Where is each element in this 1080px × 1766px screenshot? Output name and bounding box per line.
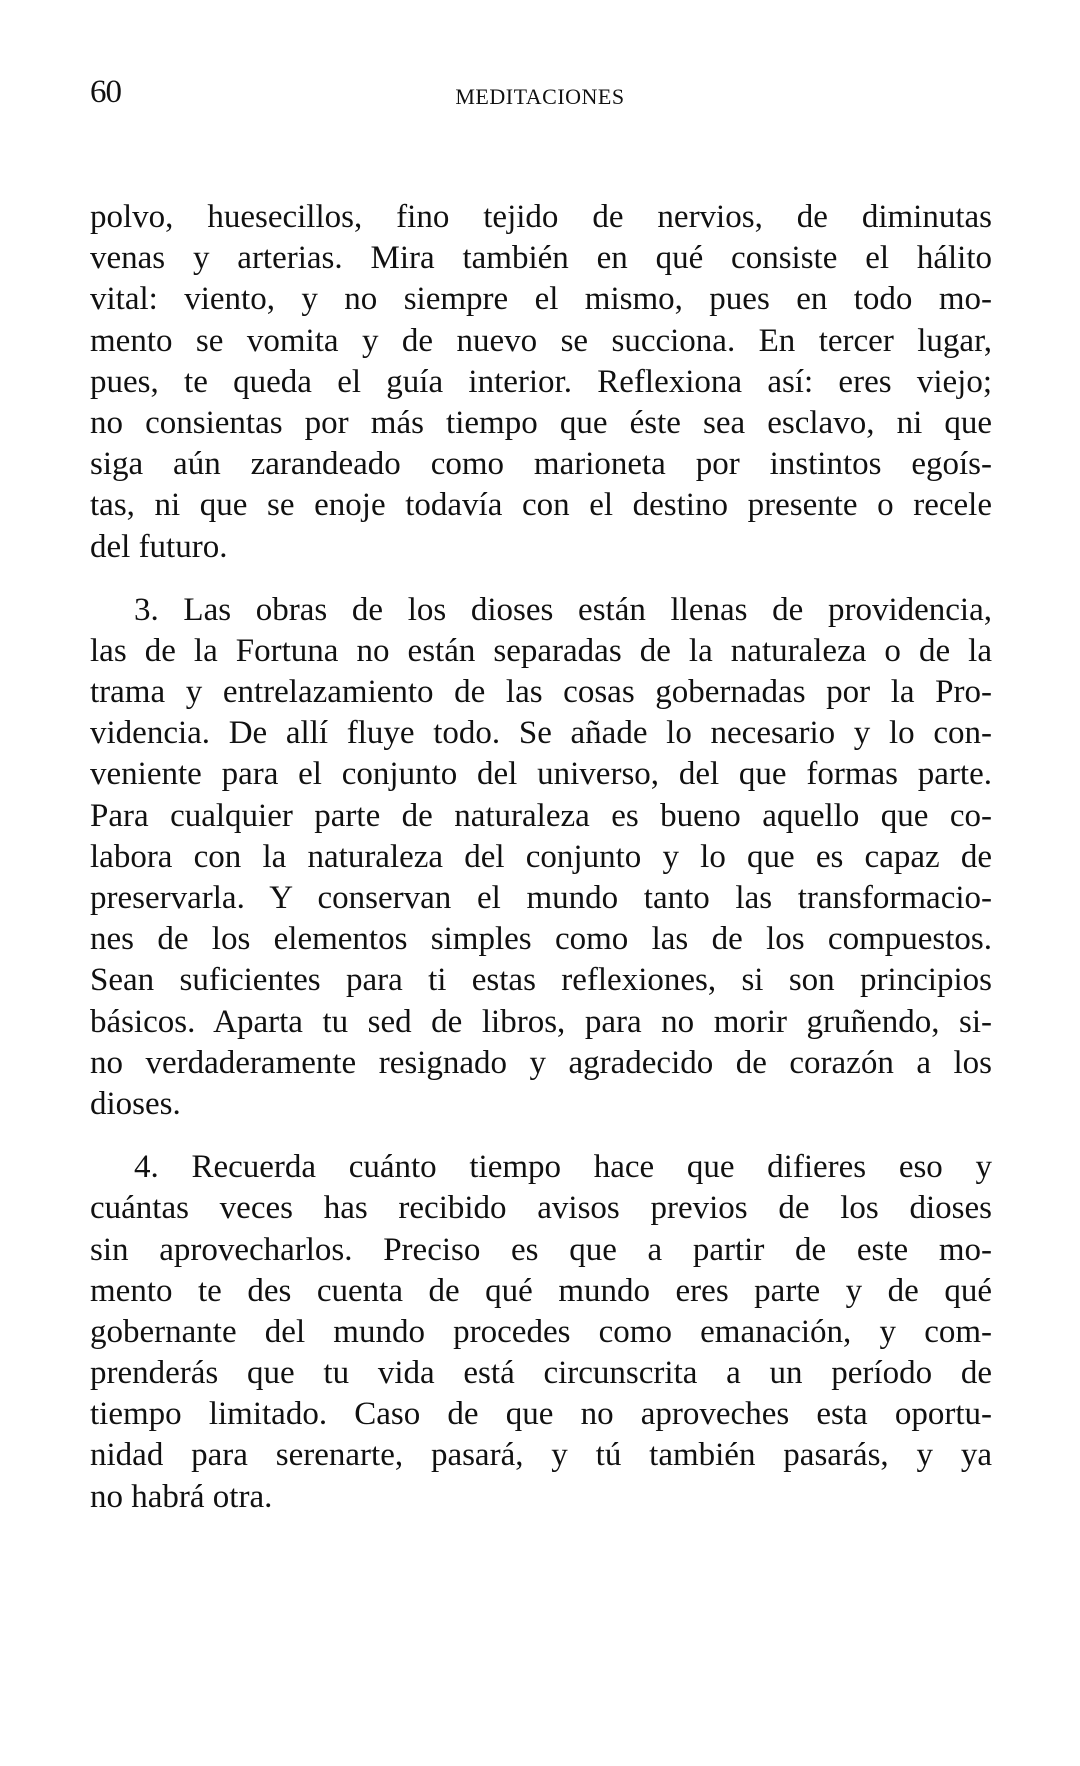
text-line: dioses. xyxy=(90,1085,181,1122)
text-line: pues, te queda el guía interior. Reflexiona así: eres viejo; xyxy=(90,363,992,400)
text-line: 4. Recuerda cuánto tiempo hace que difieres eso y xyxy=(134,1149,992,1186)
text-line: las de la Fortuna no están separadas de la naturaleza o de la xyxy=(90,632,992,669)
text-line: no habrá otra. xyxy=(90,1478,273,1515)
text-line: preservarla. Y conservan el mundo tanto las transformacio- xyxy=(90,880,992,916)
page-number: 60 xyxy=(90,74,121,110)
text-line: Para cualquier parte de naturaleza es bueno aquello que co- xyxy=(90,797,992,834)
text-line: del futuro. xyxy=(90,528,228,565)
text-line: no consientas por más tiempo que éste sea esclavo, ni que xyxy=(90,404,992,441)
text-line: tiempo limitado. Caso de que no aproveches esta oportu- xyxy=(90,1396,992,1433)
paragraph-2 xyxy=(90,590,992,1125)
text-line: mento te des cuenta de qué mundo eres parte y de qué xyxy=(90,1272,992,1309)
text-line: nidad para serenarte, pasará, y tú también pasarás, y ya xyxy=(90,1437,992,1474)
text-line: básicos. Aparta tu sed de libros, para no morir gruñendo, si- xyxy=(90,1003,992,1040)
text-line: 3. Las obras de los dioses están llenas de providencia, xyxy=(134,591,992,628)
text-line: veniente para el conjunto del universo, del que formas parte. xyxy=(90,756,992,793)
paragraph-3 xyxy=(90,1147,992,1518)
text-line: polvo, huesecillos, fino tejido de nervios, de diminutas xyxy=(90,199,992,235)
running-title: MEDITACIONES xyxy=(455,84,625,109)
text-line: mento se vomita y de nuevo se succiona. En tercer lugar, xyxy=(90,322,992,359)
text-line: siga aún zarandeado como marioneta por instintos egoís- xyxy=(90,446,992,483)
body-text xyxy=(90,197,992,1540)
text-line: videncia. De allí fluye todo. Se añade lo necesario y lo con- xyxy=(90,715,992,752)
text-line: trama y entrelazamiento de las cosas gobernadas por la Pro- xyxy=(90,674,992,711)
text-line: tas, ni que se enoje todavía con el destino presente o recele xyxy=(90,487,992,524)
text-line: prenderás que tu vida está circunscrita a un período de xyxy=(90,1355,992,1392)
text-line: nes de los elementos simples como las de los compuestos. xyxy=(90,921,992,958)
text-line: sin aprovecharlos. Preciso es que a partir de este mo- xyxy=(90,1231,992,1268)
text-line: cuántas veces has recibido avisos previos de los dioses xyxy=(90,1190,992,1227)
text-line: no verdaderamente resignado y agradecido de corazón a los xyxy=(90,1044,992,1081)
text-line: vital: viento, y no siempre el mismo, pues en todo mo- xyxy=(90,281,992,318)
text-line: gobernante del mundo procedes como emanación, y com- xyxy=(90,1313,992,1350)
text-line: labora con la naturaleza del conjunto y lo que es capaz de xyxy=(90,838,992,875)
text-line: Sean suficientes para ti estas reflexiones, si son principios xyxy=(90,962,992,999)
text-line: venas y arterias. Mira también en qué consiste el hálito xyxy=(90,240,992,277)
paragraph-1 xyxy=(90,197,992,568)
